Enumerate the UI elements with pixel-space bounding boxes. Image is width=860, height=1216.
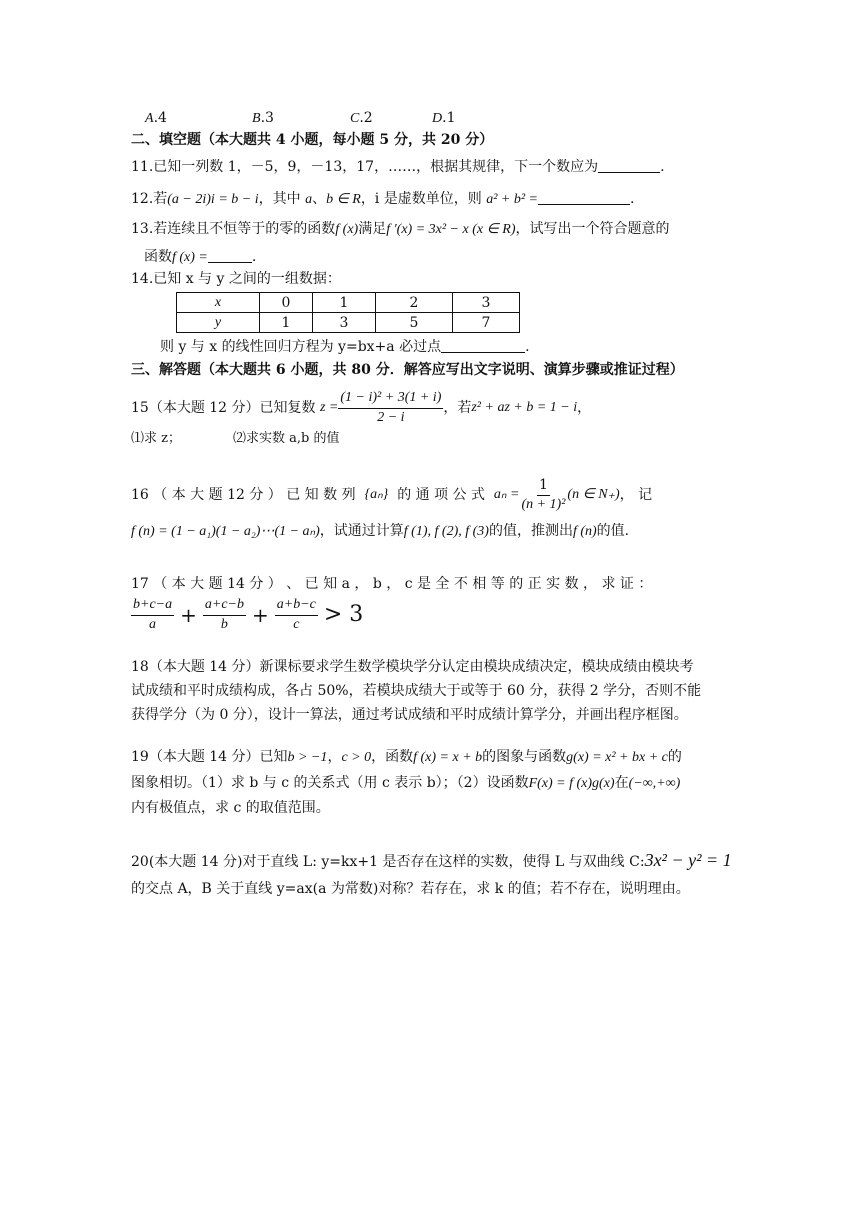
question-18-line1: 18（本大题 14 分）新课标要求学生数学模块学分认定由模块成绩决定，模块成绩由模块考	[131, 659, 694, 675]
data-table	[176, 292, 520, 333]
option-b: B.3	[252, 110, 274, 126]
question-15-part1: ⑴求 z；	[131, 431, 181, 446]
section-2-heading: 二、填空题（本大题共 4 小题，每小题 5 分，共 20 分）	[131, 132, 494, 148]
question-16-line1: 16 （ 本 大 题 12 分 ） 已 知 数 列 {aₙ} 的 通 项 公 式 aₙ = $\frac{1}{\text{(n + 1)²}}$ (n ∈ N₊) ， 记	[131, 477, 653, 512]
table-row	[177, 313, 520, 333]
fraction: $\frac{a+b-c}{c}$	[276, 597, 316, 632]
section-3-heading: 三、解答题（本大题共 6 小题，共 80 分．解答应写出文字说明、演算步骤或推证过程）	[131, 362, 684, 378]
table-cell: 1	[313, 293, 376, 313]
answer-blank	[208, 248, 252, 263]
question-15-part2: ⑵求实数 a,b 的值	[233, 431, 340, 446]
option-a: A.4	[145, 110, 167, 126]
question-16-line2: f (n) = (1 − a₁)(1 − a₂)⋯(1 − aₙ)，试通过计算f (1), f (2), f (3)的值，推测出f (n)的值.	[131, 523, 630, 539]
question-20-line2: 的交点 A，B 关于直线 y=ax(a 为常数)对称？若存在，求 k 的值；若不存在，说明理由。	[131, 881, 690, 897]
table-cell: 0	[260, 293, 313, 313]
table-cell: y	[177, 313, 260, 333]
question-15: 15（本大题 12 分）已知复数 z = $\frac{\text{(1 − i)² + 3(1 + i)}}{2 - i}$ ，若 z² + az + b = 1 − i ，	[131, 390, 592, 425]
option-d: D.1	[432, 110, 456, 126]
question-14-regression: 则 y 与 x 的线性回归方程为 y=bx+a 必过点 .	[160, 339, 530, 355]
question-17-inequality: $\frac{b+c-a}{a}$ + $\frac{a+c-b}{b}$ + $\frac{a+b-c}{c}$ > 3	[133, 597, 364, 632]
question-19-line3: 内有极值点，求 c 的取值范围。	[131, 800, 330, 816]
table-cell: 5	[376, 313, 453, 333]
question-19-line2: 图象相切。（1）求 b 与 c 的关系式（用 c 表示 b）；（2）设函数F(x) = f (x)g(x)在(−∞,+∞)	[131, 775, 681, 791]
table-cell: 2	[376, 293, 453, 313]
fraction: $\frac{a+c-b}{b}$	[204, 597, 244, 632]
question-18-line2: 试成绩和平时成绩构成，各占 50%，若模块成绩大于或等于 60 分，获得 2 学分，否则不能	[131, 683, 702, 699]
question-11: 11.已知一列数 1，－5，9，－13，17，……，根据其规律，下一个数应为 .	[131, 159, 665, 175]
question-14-intro: 14.已知 x 与 y 之间的一组数据：	[131, 271, 341, 287]
answer-blank	[598, 158, 660, 173]
question-12: 12.若(a − 2i)i = b − i，其中 a、b ∈ R，i 是虚数单位，则 a² + b² = .	[131, 191, 635, 207]
answer-blank	[441, 338, 525, 353]
question-18-line3: 获得学分（为 0 分），设计一算法，通过考试成绩和平时成绩计算学分，并画出程序框图。	[131, 707, 688, 723]
table-cell: 3	[453, 293, 520, 313]
table-cell: 7	[453, 313, 520, 333]
question-19-line1: 19（本大题 14 分）已知b > −1，c > 0，函数f (x) = x + b的图象与函数g(x) = x² + bx + c的	[131, 749, 682, 765]
option-c: C.2	[350, 110, 373, 126]
table-cell: 1	[260, 313, 313, 333]
answer-blank	[538, 190, 630, 205]
fraction: $\frac{b+c-a}{a}$	[133, 597, 173, 632]
question-13-line2: 函数f (x) = .	[144, 249, 257, 265]
question-20-line1: 20(本大题 14 分)对于直线 L: y=kx+1 是否存在这样的实数，使得 L 与双曲线 C:3x² − y² = 1	[131, 850, 732, 870]
question-17-line1: 17 （ 本 大 题 14 分 ） 、 已 知 a ， b ， c 是 全 不 相 等 的 正 实 数 ， 求 证 ：	[131, 576, 653, 592]
table-cell: 3	[313, 313, 376, 333]
fraction: $\frac{\text{(1 − i)² + 3(1 + i)}}{2 - i}$	[340, 390, 442, 425]
table-row	[177, 293, 520, 313]
question-13-line1: 13.若连续且不恒等于的零的函数f (x)满足f ′(x) = 3x² − x (x ∈ R)，试写出一个符合题意的	[131, 221, 670, 237]
fraction: $\frac{1}{\text{(n + 1)²}}$	[521, 477, 566, 512]
table-cell: x	[177, 293, 260, 313]
